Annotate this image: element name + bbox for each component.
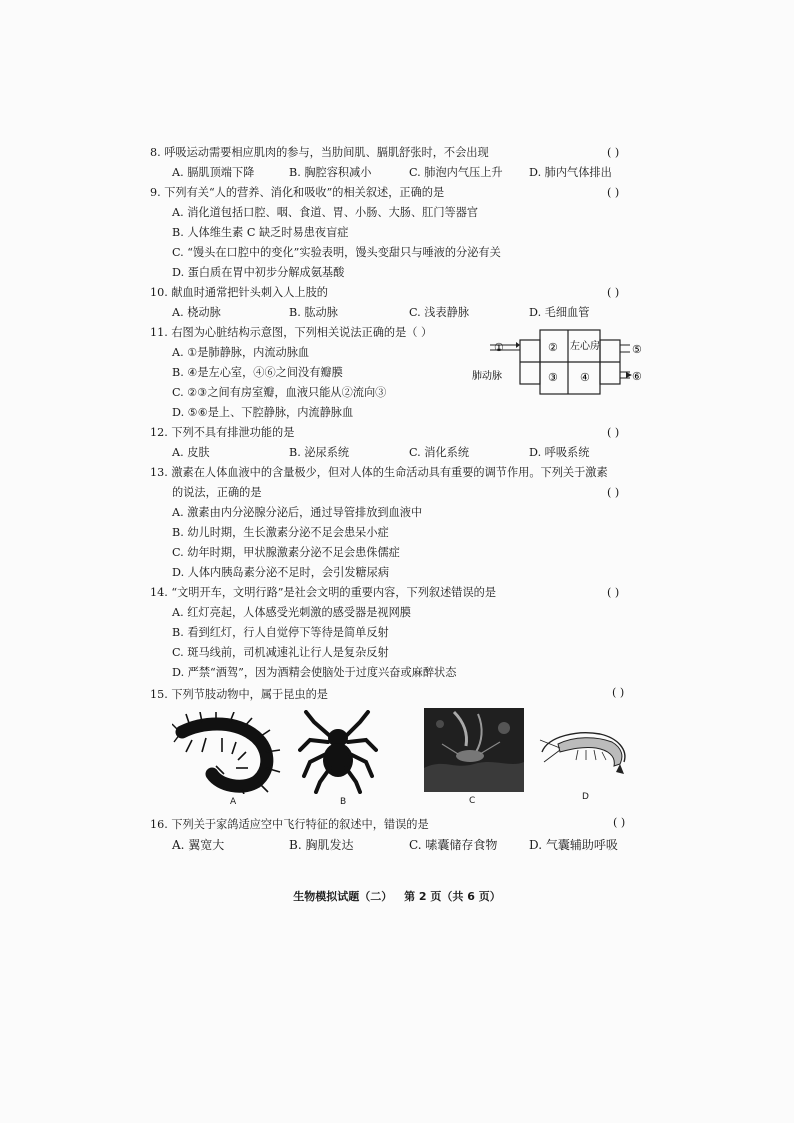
q11-option-d: D. ⑤⑥是上、下腔静脉，内流静脉血 <box>172 406 354 419</box>
animal-label-d: D <box>582 792 589 802</box>
label-3: ③ <box>548 371 558 384</box>
shrimp-image <box>538 722 634 778</box>
page-footer <box>0 888 794 904</box>
q13-option-d: D. 人体内胰岛素分泌不足时，会引发糖尿病 <box>172 566 390 579</box>
q14-option-d: D. 严禁“酒驾”，因为酒精会使脑处于过度兴奋或麻醉状态 <box>172 666 457 679</box>
q9-option-c: C. “馒头在口腔中的变化”实验表明，馒头变甜只与唾液的分泌有关 <box>172 246 501 259</box>
q9-option-b: B. 人体维生素 C 缺乏时易患夜盲症 <box>172 226 349 239</box>
q10-answer-paren: ( ) <box>607 286 620 299</box>
label-1: ① <box>494 341 504 354</box>
q9-answer-paren: ( ) <box>607 186 620 199</box>
q8-option-c: C. 肺泡内气压上升 <box>409 166 503 179</box>
q15-stem: 15. 下列节肢动物中，属于昆虫的是 <box>150 688 328 701</box>
q9-stem: 9. 下列有关“人的营养、消化和吸收”的相关叙述，正确的是 <box>150 186 445 199</box>
q13-option-a: A. 激素由内分泌腺分泌后，通过导管排放到血液中 <box>172 506 423 519</box>
q16-option-c: C. 嗉囊储存食物 <box>409 838 498 852</box>
animal-label-c: C <box>469 796 476 806</box>
q14-answer-paren: ( ) <box>607 586 620 599</box>
q12-option-a: A. 皮肤 <box>172 446 210 459</box>
q16-stem: 16. 下列关于家鸽适应空中飞行特征的叙述中，错误的是 <box>150 818 429 831</box>
heart-structure-diagram <box>472 328 652 396</box>
q10-option-b: B. 肱动脉 <box>289 306 338 319</box>
spider-image <box>298 710 378 794</box>
q13-stem: 13. 激素在人体血液中的含量极少，但对人体的生命活动具有重要的调节作用。下列关于激素 <box>150 466 608 479</box>
q12-option-b: B. 泌尿系统 <box>289 446 350 459</box>
q16-option-a: A. 翼宽大 <box>172 838 225 852</box>
q12-answer-paren: ( ) <box>607 426 620 439</box>
q11-option-b: B. ④是左心室，④⑥之间没有瓣膜 <box>172 366 343 379</box>
animal-label-a: A <box>230 797 237 807</box>
footer-title: 生物模拟试题（二） <box>293 890 393 903</box>
q8-option-b: B. 胸腔容积减小 <box>289 166 372 179</box>
label-4: ④ <box>580 371 590 384</box>
q15-answer-paren: ( ) <box>612 686 625 699</box>
q14-option-c: C. 斑马线前，司机减速礼让行人是复杂反射 <box>172 646 389 659</box>
q9-option-d: D. 蛋白质在胃中初步分解成氨基酸 <box>172 266 345 279</box>
q9-option-a: A. 消化道包括口腔、咽、食道、胃、小肠、大肠、肛门等器官 <box>172 206 479 219</box>
insect-photo <box>424 708 524 792</box>
q8-option-d: D. 肺内气体排出 <box>529 166 612 179</box>
q12-option-d: D. 呼吸系统 <box>529 446 590 459</box>
q8-option-a: A. 膈肌顶端下降 <box>172 166 255 179</box>
q12-stem: 12. 下列不具有排泄功能的是 <box>150 426 295 439</box>
q14-stem: 14. “文明开车，文明行路”是社会文明的重要内容，下列叙述错误的是 <box>150 586 497 599</box>
q12-option-c: C. 消化系统 <box>409 446 470 459</box>
q10-option-d: D. 毛细血管 <box>529 306 590 319</box>
q11-option-a: A. ①是肺静脉，内流动脉血 <box>172 346 310 359</box>
label-6: ⑥ <box>632 370 642 383</box>
q13-answer-paren: ( ) <box>607 486 620 499</box>
footer-page-number: 第 2 页（共 6 页） <box>404 890 501 903</box>
q8-answer-paren: ( ) <box>607 146 620 159</box>
label-pulmonary-artery: 肺动脉 <box>472 371 502 382</box>
label-5: ⑤ <box>632 343 642 356</box>
q13-option-b: B. 幼儿时期，生长激素分泌不足会患呆小症 <box>172 526 389 539</box>
q10-option-a: A. 桡动脉 <box>172 306 221 319</box>
q16-answer-paren: ( ) <box>613 816 626 829</box>
q8-stem: 8. 呼吸运动需要相应肌肉的参与，当肋间肌、膈肌舒张时，不会出现 <box>150 146 489 159</box>
animal-label-b: B <box>340 797 347 807</box>
q14-option-b: B. 看到红灯，行人自觉停下等待是简单反射 <box>172 626 389 639</box>
q10-option-c: C. 浅表静脉 <box>409 306 470 319</box>
q11-option-c: C. ②③之间有房室瓣，血液只能从②流向③ <box>172 386 387 399</box>
q16-option-b: B. 胸肌发达 <box>289 838 354 852</box>
q16-option-d: D. 气囊辅助呼吸 <box>529 838 618 852</box>
centipede-image <box>172 712 282 794</box>
label-2: ② <box>548 341 558 354</box>
q13-stem-cont: 的说法，正确的是 <box>172 486 262 499</box>
q14-option-a: A. 红灯亮起，人体感受光刺激的感受器是视网膜 <box>172 606 411 619</box>
label-left-atrium: 左心房 <box>570 341 600 352</box>
q10-stem: 10. 献血时通常把针头刺入人上肢的 <box>150 286 328 299</box>
q11-stem: 11. 右图为心脏结构示意图，下列相关说法正确的是（ ） <box>150 326 433 339</box>
q13-option-c: C. 幼年时期，甲状腺激素分泌不足会患侏儒症 <box>172 546 400 559</box>
